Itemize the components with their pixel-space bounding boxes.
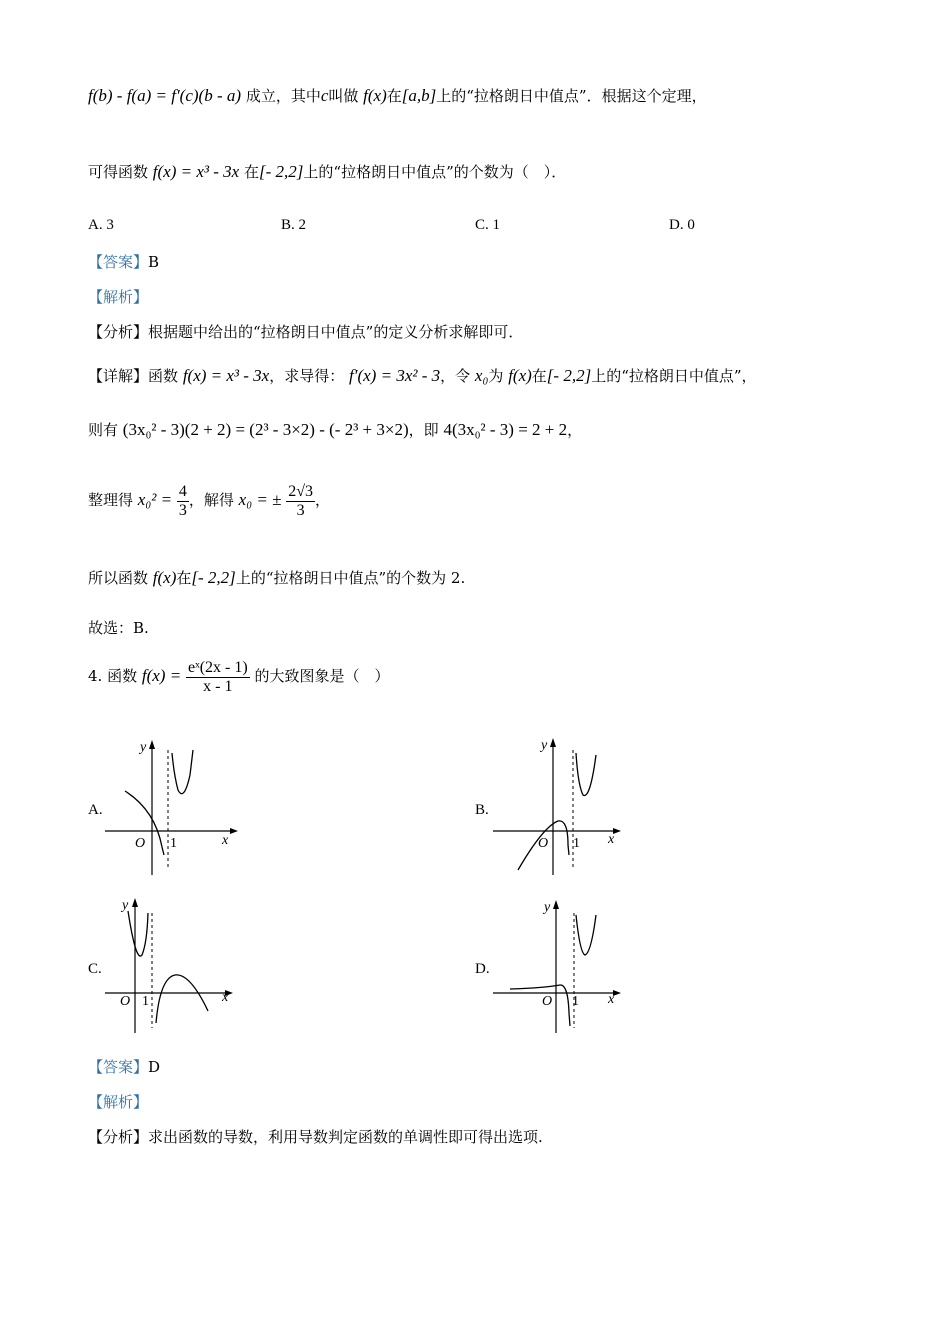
lhs: x₀² = (137, 490, 173, 509)
fx: f(x) (363, 86, 387, 105)
answer-tag: 【答案】 (88, 253, 149, 271)
analysis-tag: 【分析】 (88, 323, 149, 341)
frac-num: eˣ(2x - 1) (187, 658, 248, 676)
q4-jiexi-line (88, 1092, 148, 1112)
frac-num: 4 (178, 482, 187, 500)
text: 所以函数 (88, 569, 149, 587)
jiexi-tag: 【解析】 (88, 1093, 149, 1111)
option-a: A. 3 (88, 217, 114, 233)
text: 在 (531, 367, 547, 385)
frac-den: x - 1 (203, 677, 233, 695)
fraction-root (286, 483, 315, 520)
final-choice: 故选：B. (88, 619, 149, 637)
text: ， (314, 491, 330, 509)
lhs2: x₀ = ± (238, 490, 282, 509)
x-arrow (230, 828, 238, 834)
text: 在 (386, 87, 402, 105)
x-label: x (222, 833, 229, 848)
text: 为 (488, 367, 504, 385)
graph-d-label: D. (475, 961, 490, 977)
text: 则有 (88, 421, 119, 439)
text: ，令 (440, 367, 471, 385)
q4-fraction (186, 659, 250, 696)
interval: [- 2,2] (546, 366, 592, 385)
y-label: y (544, 900, 551, 915)
text: ，解得 (188, 491, 234, 509)
text: 在 (176, 569, 192, 587)
y-arrow (149, 740, 155, 749)
one-label: 1 (142, 994, 149, 1009)
q4-analysis-line (88, 1127, 543, 1147)
option-b: B. 2 (281, 217, 307, 233)
derivative-formula: f′(x) = 3x² - 3 (349, 366, 441, 385)
q4-suffix: 的大致图象是（ ） (254, 667, 390, 685)
fraction-4-3 (177, 483, 189, 520)
y-label: y (122, 898, 129, 913)
text: ， (567, 421, 583, 439)
frac-den: 3 (296, 501, 305, 519)
formula: f(x) = x³ - 3x (182, 366, 270, 385)
equation-line (88, 420, 582, 440)
analysis-line (88, 322, 523, 342)
curve-right (576, 753, 596, 796)
text: 上的“拉格朗日中值点”的个数为 2. (235, 569, 466, 587)
origin-label: O (538, 836, 549, 851)
text: 上的“拉格朗日中值点”， (591, 367, 757, 385)
q4-prefix: 4. 函数 (88, 667, 138, 685)
curve-right (156, 975, 208, 1023)
detail-tag: 【详解】 (88, 367, 149, 385)
curve-right (172, 750, 193, 794)
y-arrow (553, 900, 559, 909)
graph-b (488, 735, 628, 880)
graph-c-label: C. (88, 961, 102, 977)
q4-line (88, 654, 389, 702)
function-formula: f(x) = x³ - 3x (152, 162, 240, 181)
interval: [a,b] (401, 86, 437, 105)
mvt-formula: f(b) - f(a) = f′(c)(b - a) (88, 86, 242, 105)
graph-d (488, 893, 628, 1038)
interval: [- 2,2] (259, 162, 304, 181)
frac-num: 2√3 (288, 482, 313, 500)
fx: f(x) (152, 568, 177, 587)
x-label: x (222, 990, 229, 1005)
y-arrow (550, 738, 556, 747)
x-label: x (608, 832, 615, 847)
q4-answer-line (88, 1057, 160, 1077)
text: ，求导得： (269, 367, 345, 385)
text: 上的“拉格朗日中值点”．根据这个定理， (436, 87, 707, 105)
origin-label: O (542, 994, 553, 1009)
text: 可得函数 (88, 163, 149, 181)
text: 上的“拉格朗日中值点”的个数为（ ）． (303, 163, 567, 181)
text: 叫做 (328, 87, 359, 105)
fx: f(x) (508, 366, 532, 385)
text: 在 (244, 163, 260, 181)
option-c: C. 1 (475, 217, 501, 233)
graph-b-label: B. (475, 802, 489, 818)
answer-tag: 【答案】 (88, 1058, 149, 1076)
frac-den: 3 (178, 501, 187, 519)
one-label: 1 (573, 836, 580, 851)
text: 成立，其中 (245, 87, 321, 105)
equation-simplified: 4(3x₀² - 3) = 2 + 2 (443, 420, 568, 439)
graph-a-label: A. (88, 802, 103, 818)
q4-lhs: f(x) = (141, 666, 182, 685)
jiexi-line (88, 287, 148, 307)
y-arrow (132, 898, 138, 907)
equation: (3x₀² - 3)(2 + 2) = (2³ - 3×2) - (- 2³ + 3×2) (122, 420, 409, 439)
origin-label: O (135, 836, 146, 851)
interval: [- 2,2] (191, 568, 236, 587)
origin-label: O (120, 994, 131, 1009)
text: 函数 (148, 367, 179, 385)
curve-left (510, 985, 570, 1026)
answer-value: B (148, 253, 160, 271)
analysis-tag: 【分析】 (88, 1128, 149, 1146)
graph-a (100, 735, 240, 880)
answer-value: D (148, 1058, 161, 1076)
conclusion-line (88, 568, 465, 588)
curve-left (128, 911, 148, 956)
solve-line (88, 478, 330, 524)
option-d: D. 0 (669, 217, 695, 233)
graph-c (100, 893, 240, 1038)
jiexi-tag: 【解析】 (88, 288, 149, 306)
x0: x₀ (474, 366, 489, 385)
analysis-text: 求出函数的导数，利用导数判定函数的单调性即可得出选项. (148, 1128, 543, 1146)
y-label: y (541, 738, 548, 753)
var-c: c (320, 86, 329, 105)
y-label: y (140, 740, 147, 755)
one-label: 1 (170, 836, 177, 851)
one-label: 1 (572, 994, 579, 1009)
text: 整理得 (88, 491, 134, 509)
text: ，即 (408, 421, 439, 439)
detail-line (88, 366, 757, 386)
theorem-line-1 (88, 86, 707, 106)
x-label: x (608, 992, 615, 1007)
answer-line (88, 252, 159, 272)
curve-right (576, 915, 596, 955)
question-line (88, 162, 566, 182)
analysis-text: 根据题中给出的“拉格朗日中值点”的定义分析求解即可． (148, 323, 524, 341)
